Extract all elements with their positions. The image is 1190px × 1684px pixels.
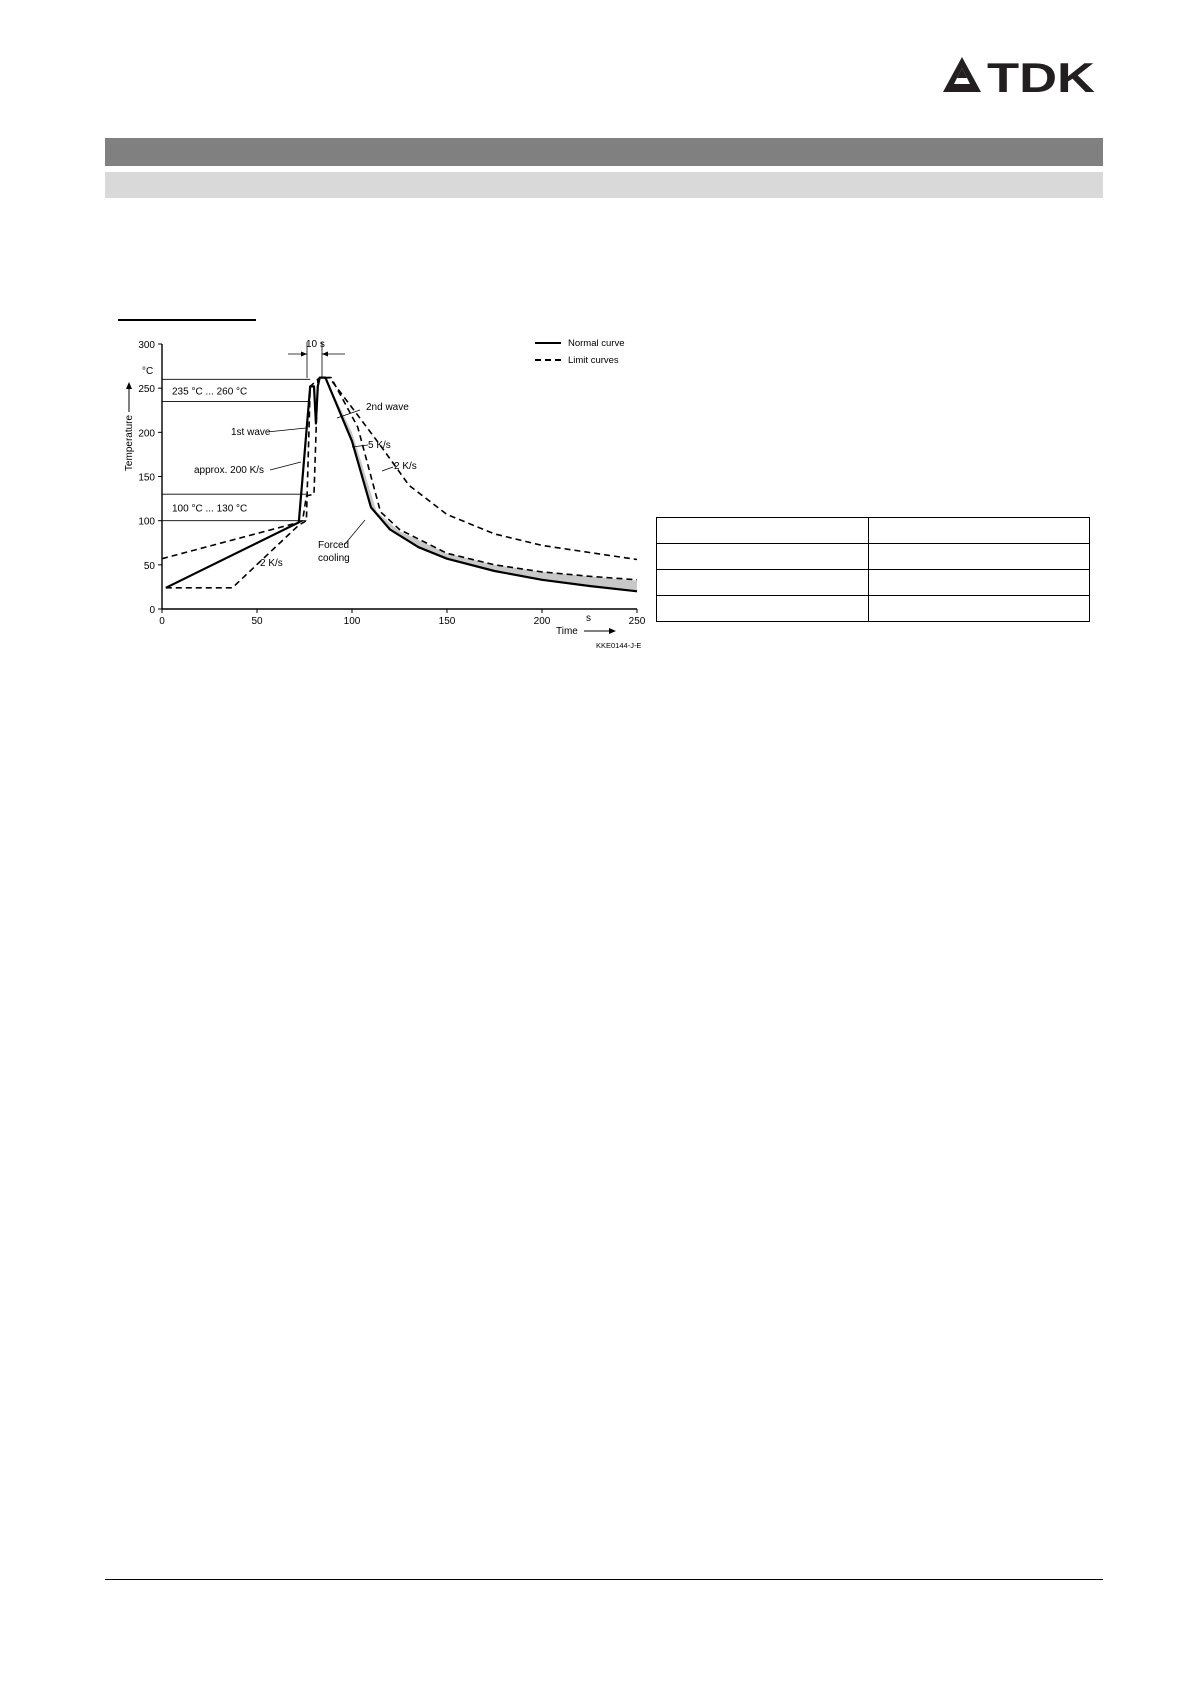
y-unit-label: °C — [142, 366, 154, 377]
annotation-2ks-upper: 2 K/s — [394, 461, 417, 472]
x-tick-label: 50 — [251, 616, 263, 627]
y-tick-label: 200 — [138, 428, 155, 440]
annotation-leaders — [267, 410, 393, 544]
tdk-triangle-logo-icon — [943, 57, 981, 92]
section-header-bar — [105, 138, 1103, 166]
x-tick-label: 250 — [628, 616, 646, 627]
dim-arrowhead-right — [322, 352, 328, 357]
y-axis-title: Temperature — [124, 414, 135, 472]
x-tick-label: 100 — [343, 616, 361, 627]
annotation-1st-wave: 1st wave — [231, 427, 271, 438]
y-tick-label: 300 — [138, 340, 155, 351]
chart-legend — [535, 338, 625, 366]
y-tick-label: 150 — [138, 472, 155, 484]
parameter-table — [656, 517, 1090, 622]
figure-heading-underline — [118, 319, 256, 321]
table-cell — [657, 544, 869, 570]
y-tick-label: 250 — [138, 384, 155, 396]
range-label: 100 °C ... 130 °C — [172, 503, 248, 515]
legend-label-normal: Normal curve — [568, 338, 625, 349]
annotation-10s: 10 s — [306, 339, 325, 350]
y-axis-title-group — [124, 382, 135, 471]
ten-second-dimension — [288, 339, 345, 378]
y-tick-label: 0 — [149, 605, 155, 616]
x-axis-arrowhead — [609, 628, 616, 634]
table-cell — [869, 544, 1090, 570]
y-tick-label: 100 — [138, 516, 155, 528]
x-tick-label: 0 — [159, 616, 165, 627]
table-cell — [869, 518, 1090, 544]
y-axis-arrowhead — [126, 382, 132, 389]
x-axis-title: Time — [556, 626, 578, 637]
table-cell — [869, 570, 1090, 596]
dim-arrowhead-left — [301, 352, 307, 357]
x-axis-title-group — [556, 626, 616, 637]
footer-divider — [105, 1579, 1103, 1580]
brand-name: TDK — [987, 54, 1095, 98]
y-tick-label: 50 — [143, 560, 155, 572]
annotation-5ks: 5 K/s — [368, 440, 391, 451]
table-row — [657, 570, 1090, 596]
table-row — [657, 544, 1090, 570]
annotation-approx-200ks: approx. 200 K/s — [194, 465, 265, 476]
range-label: 235 °C ... 260 °C — [172, 386, 248, 398]
x-unit-label: s — [586, 613, 591, 624]
subsection-header-bar — [105, 172, 1103, 198]
wave-soldering-profile-chart — [110, 330, 670, 680]
annotation-2ks-lower: 2 K/s — [260, 558, 283, 569]
table-cell — [657, 518, 869, 544]
table-row — [657, 596, 1090, 622]
table-cell — [657, 570, 869, 596]
x-tick-label: 150 — [438, 616, 456, 627]
legend-label-limit: Limit curves — [568, 355, 619, 366]
table-cell — [869, 596, 1090, 622]
annotation-2nd-wave: 2nd wave — [366, 402, 409, 413]
table-row — [657, 518, 1090, 544]
tdk-logo — [940, 54, 1100, 98]
x-tick-label: 200 — [533, 616, 551, 627]
annotation-forced: Forced — [318, 540, 350, 551]
table-cell — [657, 596, 869, 622]
annotation-cooling: cooling — [318, 553, 350, 564]
figure-code: KKE0144-J-E — [596, 641, 642, 650]
